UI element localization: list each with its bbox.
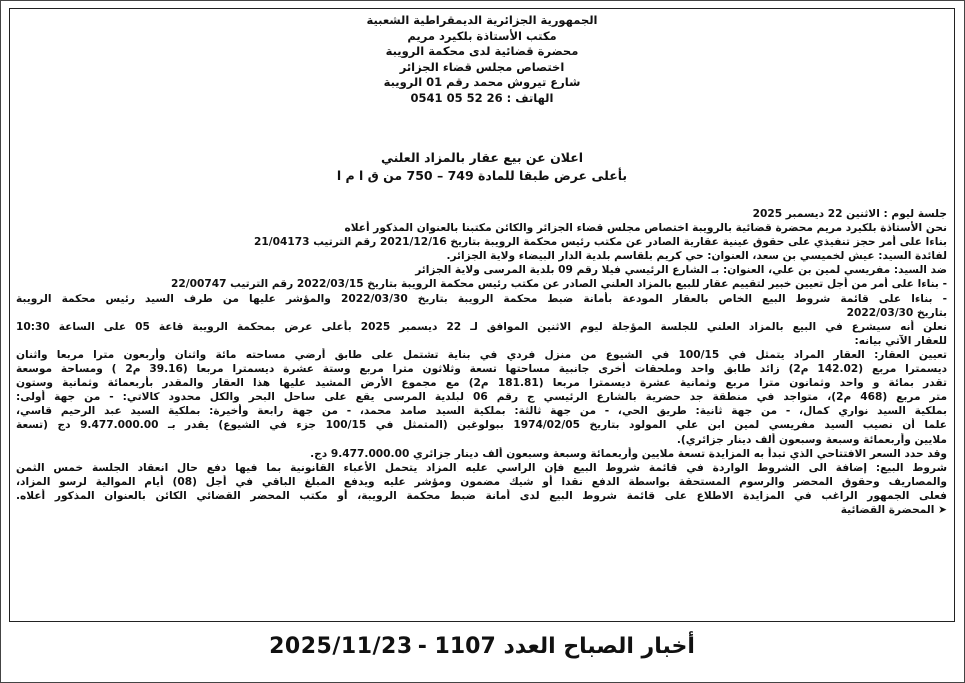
body-line: نحن الأستاذة بلكيرد مريم محضرة قضائية بالرويبة اختصاص مجلس قضاء الجزائر والكائن مكتبنا بالعنوان المذكور أعلاه [344,222,947,235]
body-line: بناءا على أمر حجز تنفيذي على حقوق عينية عقارية الصادر عن مكتب رئيس محكمة الرويبة بتاريخ 2021/12/16 رقم الترتيب 21/04173 [254,236,947,249]
bullet-icon: ➤ [934,503,947,516]
header-jurisdiction: اختصاص مجلس قضاء الجزائر [399,59,565,74]
header-office: مكتب الأستاذة بلكيرد مريم [407,28,557,43]
body-line: والمصاريف وحقوق المحضر والرسوم المستحقة بواسطة الدفع نقدا أو شيك مضمون ومؤشر عليه ويدفع المبلغ الباقي في أجل (08) أيام الموالية لرسو المزاد، [16,475,947,488]
notice-body [16,207,947,517]
newspaper-footer [9,624,955,670]
session-date: جلسة ليوم : الاثنين 22 ديسمبر 2025 [752,208,947,220]
notice-titles [10,149,954,185]
body-line: تقدر بمائة و واحد وثمانون مترا مربع وثمانية عشرة ديسمترا مربعا (181.81 م2) مع مجموع الأرض المشيد عليها هذا العقار والمقدر بأربعمائة وثمانية وستون [16,377,947,390]
body-line: فعلى الجمهور الراغب في المزايدة الاطلاع على قائمة شروط البيع لدى أمانة ضبط محكمة الرويبة، أو مكتب المحضر القضائي الكائن بالعنوان المذكور أعلاه. [16,489,947,502]
header-country: الجمهورية الجزائرية الديمقراطية الشعبية [366,13,598,27]
body-line: تعيين العقار: العقار المراد يتمثل في 100/15 في الشيوع من منزل فردي في بناية تشتمل على طابق أرضي مساحته مائة واثنان وأربعون مترا مربعا واثنان [16,348,947,361]
header-address: شارع تيروش محمد رقم 01 الرويبة [383,75,581,90]
notice-subtitle: بأعلى عرض طبقا للمادة 749 – 750 من ق ا م ا [336,168,628,183]
body-line: ديسمترا مربع (142.02 م2) زائد طابق واحد وملحقات أخرى جانبية مساحتها تسعة وثلاثون مترا مربع وستة عشرة ديسمترا مربعا (39.16 م2 ) ومساحة موسعة [16,363,947,376]
newspaper-date: 2025/11/23 [269,634,413,659]
header-role: محضرة قضائية لدى محكمة الرويبة [385,44,579,59]
body-line: علما أن نصيب السيد مفريسي لمين ابن علي المولود بتاريخ 1974/02/05 ببولوغين (المتمثل في 100/15 جزء في الشيوع) يقدر بـ 9.477.000.00 دج (تسعة [16,419,947,432]
body-line: نعلن أنه سيشرع في البيع بالمزاد العلني للجلسة المؤجلة ليوم الاثنين الموافق لـ 22 ديسمبر 2025 بأعلى عرض بمحكمة الرويبة قاعة 05 على الساعة 10:30 [16,320,947,333]
body-line: - بناءا على قائمة شروط البيع الخاص بالعقار المودعة بأمانة ضبط محكمة الرويبة بتاريخ 2022/03/30 والمؤشر عليها من طرف السيد رئيس محكمة الرويبة [16,292,947,305]
notice-title: اعلان عن بيع عقار بالمزاد العلني [380,150,584,165]
signature-line [16,503,947,517]
body-line: ضد السيد: مفريسي لمين بن علي، العنوان: بـ الشارع الرئيسي فيلا رقم 09 بلدية المرسى ولاية الجزائر [415,264,947,277]
legal-notice [9,8,955,622]
body-line: شروط البيع: إضافة الى الشروط الواردة في قائمة شروط البيع فإن الراسي عليه المزاد يتحمل الأعباء القانونية بما فيها دفع حال انعقاد الجلسة خمس الثمن [16,461,947,474]
header-phone: الهاتف : 26 52 05 0541 [410,90,554,105]
body-line: وقد حدد السعر الافتتاحي الذي تبدأ به المزايدة تسعة ملايين وأربعمائة وسبعة وسبعون ألف دينار جزائري 9.477.000.00 دج. [310,447,947,460]
body-line: - بناءا على أمر من أجل تعيين خبير لتقييم عقار للبيع بالمزاد العلني الصادر عن مكتب رئيس محكمة الرويبة بتاريخ 2022/03/15 رقم الترتيب 22/00747 [170,278,947,291]
notice-header [10,13,954,107]
body-line: لفائدة السيد: عيش لخميسي بن سعد، العنوان: حي كريم بلقاسم بلدية الدار البيضاء ولاية الجزائر. [446,250,947,263]
body-line: ملايين وأربعمائة وسبعة وسبعون ألف دينار جزائري). [676,433,947,446]
body-line: للعقار الآتي بيانه: [854,334,947,347]
body-line: متر مربع (468 م2)، متواجد في منطقة جد حضرية بالشارع الرئيسي ج رقم 06 لبلدية المرسى يقع على ساحل البحر والكل محدود كالاتي: - من جهة أولى: [16,391,947,404]
newspaper-issue: أخبار الصباح العدد 1107 - [417,634,695,659]
body-line: بتاريخ 2022/03/30 [846,306,947,319]
body-line: بملكية السيد نواري كمال، - من جهة ثانية: طريق الحي، - من جهة ثالثة: بملكية السيد صامد محمد، - من جهة رابعة وأخيرة: بملكية السيد عبد الرحيم قاسي، [16,405,947,418]
signature: المحضرة القضائية [840,503,935,516]
